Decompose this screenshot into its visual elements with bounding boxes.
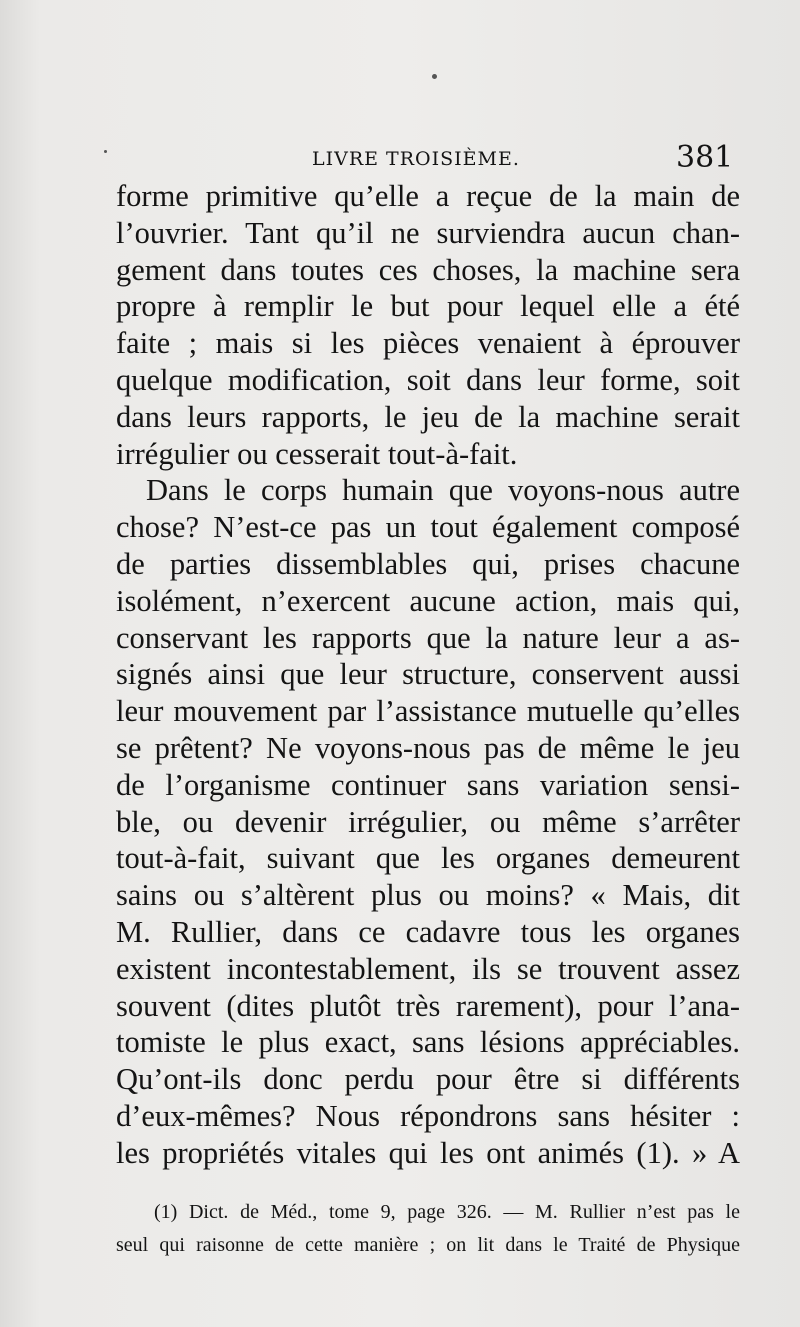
text-line: existent incontestablement, ils se trouvent assez: [116, 951, 740, 986]
text-line: dans leurs rapports, le jeu de la machine serait: [116, 399, 740, 434]
text-line: isolément, n’exercent aucune action, mais qui,: [116, 583, 740, 618]
text-line: chose? N’est-ce pas un tout également composé: [116, 510, 740, 545]
text-line: l’ouvrier. Tant qu’il ne surviendra aucun chan-: [116, 215, 740, 250]
page-number: 381: [676, 140, 734, 175]
text-line: de l’organisme continuer sans variation sensi-: [116, 767, 740, 802]
text-line: gement dans toutes ces choses, la machine sera: [116, 252, 740, 287]
text-line: irrégulier ou cesserait tout-à-fait.: [116, 436, 518, 471]
ink-speck: [432, 74, 437, 79]
text-line: propre à remplir le but pour lequel elle a été: [116, 289, 740, 324]
text-line: de parties dissemblables qui, prises chacune: [116, 546, 740, 581]
text-line: faite ; mais si les pièces venaient à éprouver: [116, 326, 740, 361]
footnote-line: (1) Dict. de Méd., tome 9, page 326. — M. Rullier n’est pas le: [154, 1201, 740, 1223]
footnotes: [116, 1196, 740, 1262]
text-line: quelque modification, soit dans leur forme, soit: [116, 362, 740, 397]
text-line: conservant les rapports que la nature leur a as-: [116, 620, 740, 655]
text-line: sains ou s’altèrent plus ou moins? « Mais, dit: [116, 878, 740, 913]
text-line: tomiste le plus exact, sans lésions appréciables.: [116, 1025, 740, 1060]
running-head: LIVRE TROISIÈME.: [312, 148, 520, 170]
body-text: [116, 178, 740, 1172]
footnote-line: seul qui raisonne de cette manière ; on lit dans le Traité de Physique: [116, 1234, 740, 1256]
text-line: M. Rullier, dans ce cadavre tous les organes: [116, 914, 740, 949]
text-line: Dans le corps humain que voyons-nous autre: [146, 473, 740, 508]
page-header: [0, 140, 800, 180]
text-line: d’eux-mêmes? Nous répondrons sans hésiter :: [116, 1098, 740, 1133]
text-line: forme primitive qu’elle a reçue de la main de: [116, 179, 740, 213]
text-line: tout-à-fait, suivant que les organes demeurent: [116, 841, 740, 876]
text-line: Qu’ont-ils donc perdu pour être si différents: [116, 1062, 740, 1097]
text-line: les propriétés vitales qui les ont animés (1). » A: [116, 1135, 740, 1170]
text-line: leur mouvement par l’assistance mutuelle qu’elles: [116, 694, 740, 729]
text-line: ble, ou devenir irrégulier, ou même s’arrêter: [116, 804, 740, 839]
text-line: se prêtent? Ne voyons-nous pas de même le jeu: [116, 730, 740, 765]
text-line: souvent (dites plutôt très rarement), pour l’ana-: [116, 988, 740, 1023]
text-line: signés ainsi que leur structure, conservent aussi: [116, 657, 740, 692]
